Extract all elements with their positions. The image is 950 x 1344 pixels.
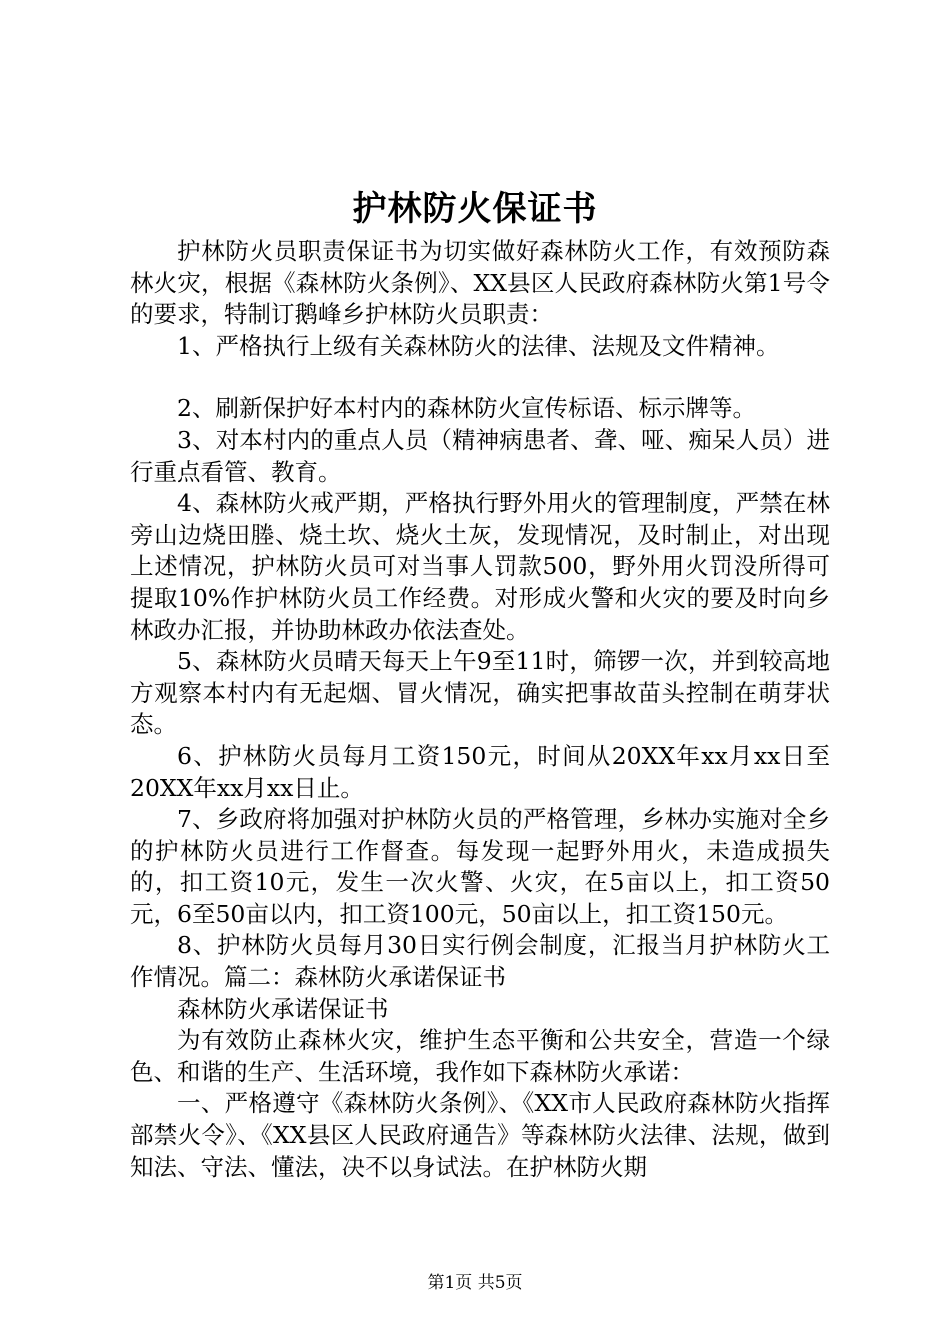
document-body <box>130 236 830 1183</box>
page-number-footer: 第1页 共5页 <box>427 1273 523 1293</box>
duty-item-1: 1、严格执行上级有关森林防火的法律、法规及文件精神。 <box>177 331 780 360</box>
duty-item-4: 4、森林防火戒严期，严格执行野外用火的管理制度，严禁在林旁山边烧田塍、烧土坎、烧火土灰，发现情况，及时制止，对出现上述情况，护林防火员可对当事人罚款500，野外用火罚没所得可提取10%作护林防火员工作经费。对形成火警和火灾的要及时向乡林政办汇报，并协助林政办依法查处。 <box>130 489 830 644</box>
document-title: 护林防火保证书 <box>352 189 598 229</box>
pledge-intro-paragraph: 为有效防止森林火灾，维护生态平衡和公共安全，营造一个绿色、和谐的生产、生活环境，我作如下森林防火承诺： <box>130 1026 830 1086</box>
section-heading: 森林防火承诺保证书 <box>177 994 389 1023</box>
duty-item-8: 8、护林防火员每月30日实行例会制度，汇报当月护林防火工作情况。篇二：森林防火承诺保证书 <box>130 931 830 992</box>
duty-item-6: 6、护林防火员每月工资150元，时间从20XX年xx月xx日至20XX年xx月xx日止。 <box>130 741 830 802</box>
duty-item-3: 3、对本村内的重点人员（精神病患者、聋、哑、痴呆人员）进行重点看管、教育。 <box>130 425 830 486</box>
pledge-item-1: 一、严格遵守《森林防火条例》、《XX市人民政府森林防火指挥部禁火令》、《XX县区人民政府通告》等森林防火法律、法规，做到知法、守法、懂法，决不以身试法。在护林防火期 <box>130 1089 830 1181</box>
duty-item-2: 2、刷新保护好本村内的森林防火宣传标语、标示牌等。 <box>177 394 756 423</box>
intro-paragraph: 护林防火员职责保证书为切实做好森林防火工作，有效预防森林火灾，根据《森林防火条例》、XX县区人民政府森林防火第1号令的要求，特制订鹅峰乡护林防火员职责： <box>130 237 830 329</box>
duty-item-5: 5、森林防火员晴天每天上午9至11时，筛锣一次，并到较高地方观察本村内有无起烟、冒火情况，确实把事故苗头控制在萌芽状态。 <box>130 647 830 739</box>
duty-item-7: 7、乡政府将加强对护林防火员的严格管理，乡林办实施对全乡的护林防火员进行工作督查。每发现一起野外用火，未造成损失的，扣工资10元，发生一次火警、火灾，在5亩以上，扣工资50元，6至50亩以内，扣工资100元，50亩以上，扣工资150元。 <box>130 805 830 928</box>
